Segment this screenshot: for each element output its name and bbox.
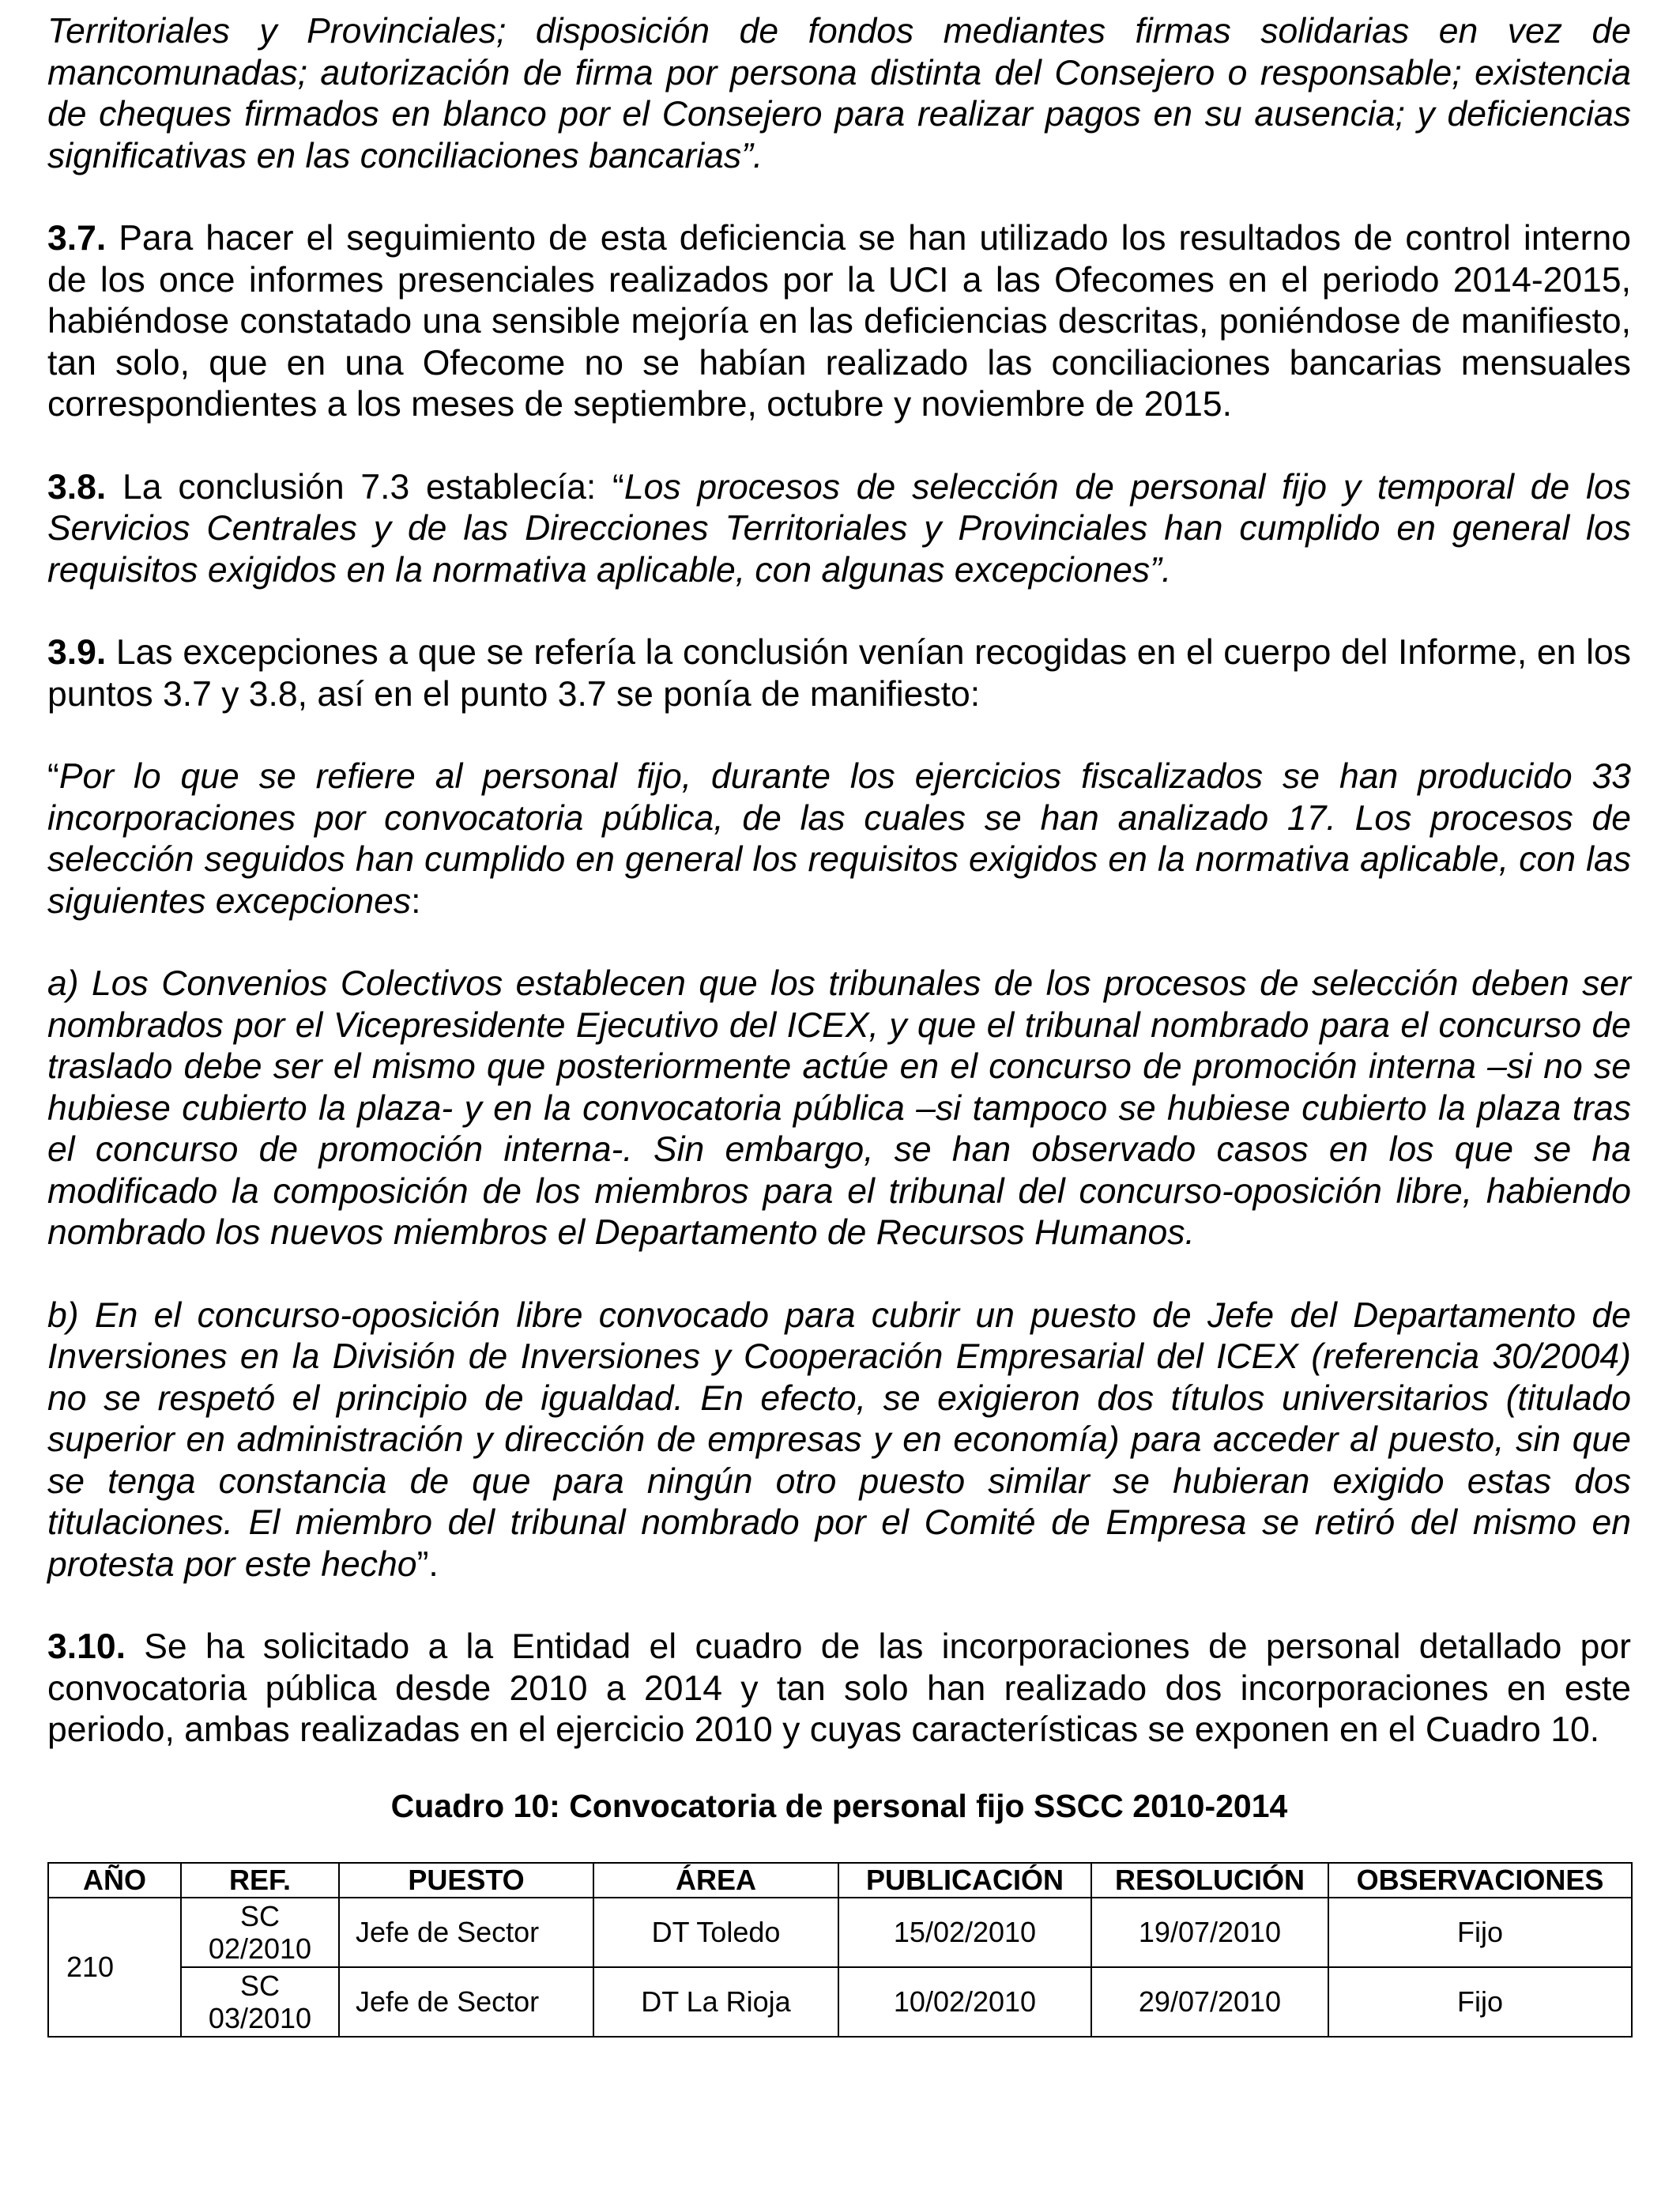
column-header-ref: REF. bbox=[181, 1863, 339, 1898]
quoted-text: b) En el concurso-oposición libre convocado para cubrir un puesto de Jefe del Departamento de Inversiones en la División de Inversiones y Cooperación Empresarial del ICEX (referencia 30/2004) no se respetó el principio de igualdad. En efecto, se exigieron dos títulos universitarios (titulado superior en administración y dirección de empresas y en economía) para acceder al puesto, sin que se tenga constancia de que para ningún otro puesto similar se hubieran exigido estas dos titulaciones. El miembro del tribunal nombrado por el Comité de Empresa se retiró del mismo en protesta por este hecho bbox=[47, 1295, 1631, 1584]
paragraph-3-9 bbox=[47, 632, 1631, 715]
cell-year: 210 bbox=[48, 1898, 181, 2037]
paragraph-number: 3.10. bbox=[47, 1627, 126, 1666]
column-header-observaciones: OBSERVACIONES bbox=[1328, 1863, 1632, 1898]
cell-observaciones: Fijo bbox=[1328, 1898, 1632, 1967]
quote-paragraph-personal-fijo bbox=[47, 756, 1631, 922]
quote-paragraph-a bbox=[47, 963, 1631, 1254]
cell-area: DT Toledo bbox=[593, 1898, 838, 1967]
paragraph-text: Para hacer el seguimiento de esta deficiencia se han utilizado los resultados de control interno de los once informes presenciales realizados por la UCI a las Ofecomes en el periodo 2014-2015, habiéndose constatado una sensible mejoría en las deficiencias descritas, poniéndose de manifiesto, tan solo, que en una Ofecome no se habían realizado las conciliaciones bancarias mensuales correspondientes a los meses de septiembre, octubre y noviembre de 2015. bbox=[47, 219, 1631, 424]
cell-publicacion: 15/02/2010 bbox=[838, 1898, 1091, 1967]
cell-publicacion: 10/02/2010 bbox=[838, 1967, 1091, 2037]
paragraph-3-10 bbox=[47, 1627, 1631, 1751]
table-row bbox=[48, 1898, 1632, 1967]
quoted-text: Por lo que se refiere al personal fijo, durante los ejercicios fiscalizados se han producido 33 incorporaciones por convocatoria pública, de las cuales se han analizado 17. Los procesos de selección seguidos han cumplido en general los requisitos exigidos en la normativa aplicable, con las siguientes excepciones bbox=[47, 757, 1631, 921]
table-header-row bbox=[48, 1863, 1632, 1898]
cell-ref bbox=[181, 1967, 339, 2037]
quoted-text: Territoriales y Provinciales; disposición de fondos mediantes firmas solidarias en vez de mancomunadas; autorización de firma por persona distinta del Consejero o responsable; existencia de cheques firmados en blanco por el Consejero para realizar pagos en su ausencia; y deficiencias significativas en las conciliaciones bancarias”. bbox=[47, 12, 1631, 175]
open-quote: “ bbox=[47, 757, 59, 796]
paragraph-lead-text: La conclusión 7.3 establecía: “ bbox=[122, 467, 624, 507]
column-header-puesto: PUESTO bbox=[339, 1863, 593, 1898]
cuadro-10-table bbox=[47, 1862, 1633, 2038]
quote-paragraph-b bbox=[47, 1295, 1631, 1586]
ref-number: 03/2010 bbox=[208, 2001, 312, 2034]
cell-ref bbox=[181, 1898, 339, 1967]
cell-observaciones: Fijo bbox=[1328, 1967, 1632, 2037]
column-header-area: ÁREA bbox=[593, 1863, 838, 1898]
cell-puesto: Jefe de Sector bbox=[339, 1967, 593, 2037]
colon: : bbox=[411, 881, 421, 921]
paragraph-text: Las excepciones a que se refería la conclusión venían recogidas en el cuerpo del Informe, en los puntos 3.7 y 3.8, así en el punto 3.7 se ponía de manifiesto: bbox=[47, 633, 1631, 714]
paragraph-number: 3.9. bbox=[47, 633, 107, 672]
document-page bbox=[47, 11, 1631, 2038]
cell-area: DT La Rioja bbox=[593, 1967, 838, 2037]
paragraph-intro-continuation bbox=[47, 11, 1631, 177]
paragraph-number: 3.8. bbox=[47, 467, 107, 507]
close-quote: ”. bbox=[416, 1544, 439, 1584]
cell-resolucion: 19/07/2010 bbox=[1091, 1898, 1328, 1967]
paragraph-3-7 bbox=[47, 218, 1631, 426]
column-header-resolucion: RESOLUCIÓN bbox=[1091, 1863, 1328, 1898]
table-caption: Cuadro 10: Convocatoria de personal fijo SSCC 2010-2014 bbox=[390, 1787, 1288, 1824]
paragraph-number: 3.7. bbox=[47, 219, 107, 258]
ref-prefix: SC bbox=[239, 1969, 280, 2002]
paragraph-3-8 bbox=[47, 467, 1631, 592]
table-row bbox=[48, 1967, 1632, 2037]
cell-resolucion: 29/07/2010 bbox=[1091, 1967, 1328, 2037]
paragraph-text: Se ha solicitado a la Entidad el cuadro de las incorporaciones de personal detallado por convocatoria pública desde 2010 a 2014 y tan solo han realizado dos incorporaciones en este periodo, ambas realizadas en el ejercicio 2010 y cuyas características se exponen en el Cuadro 10. bbox=[47, 1627, 1631, 1749]
ref-prefix: SC bbox=[239, 1899, 280, 1932]
cell-puesto: Jefe de Sector bbox=[339, 1898, 593, 1967]
ref-number: 02/2010 bbox=[208, 1932, 312, 1965]
quoted-text: a) Los Convenios Colectivos establecen que los tribunales de los procesos de selección deben ser nombrados por el Vicepresidente Ejecutivo del ICEX, y que el tribunal nombrado para el concurso de traslado debe ser el mismo que posteriormente actúe en el concurso de promoción interna –si no se hubiese cubierto la plaza- y en la convocatoria pública –si tampoco se hubiese cubierto la plaza tras el concurso de promoción interna-. Sin embargo, se han observado casos en los que se ha modificado la composición de los miembros para el tribunal del concurso-oposición libre, habiendo nombrado los nuevos miembros el Departamento de Recursos Humanos. bbox=[47, 964, 1631, 1252]
column-header-ano: AÑO bbox=[48, 1863, 181, 1898]
quoted-text: Los procesos de selección de personal fijo y temporal de los Servicios Centrales y de las Direcciones Territoriales y Provinciales han cumplido en general los requisitos exigidos en la normativa aplicable, con algunas excepciones”. bbox=[47, 467, 1631, 590]
column-header-publicacion: PUBLICACIÓN bbox=[838, 1863, 1091, 1898]
